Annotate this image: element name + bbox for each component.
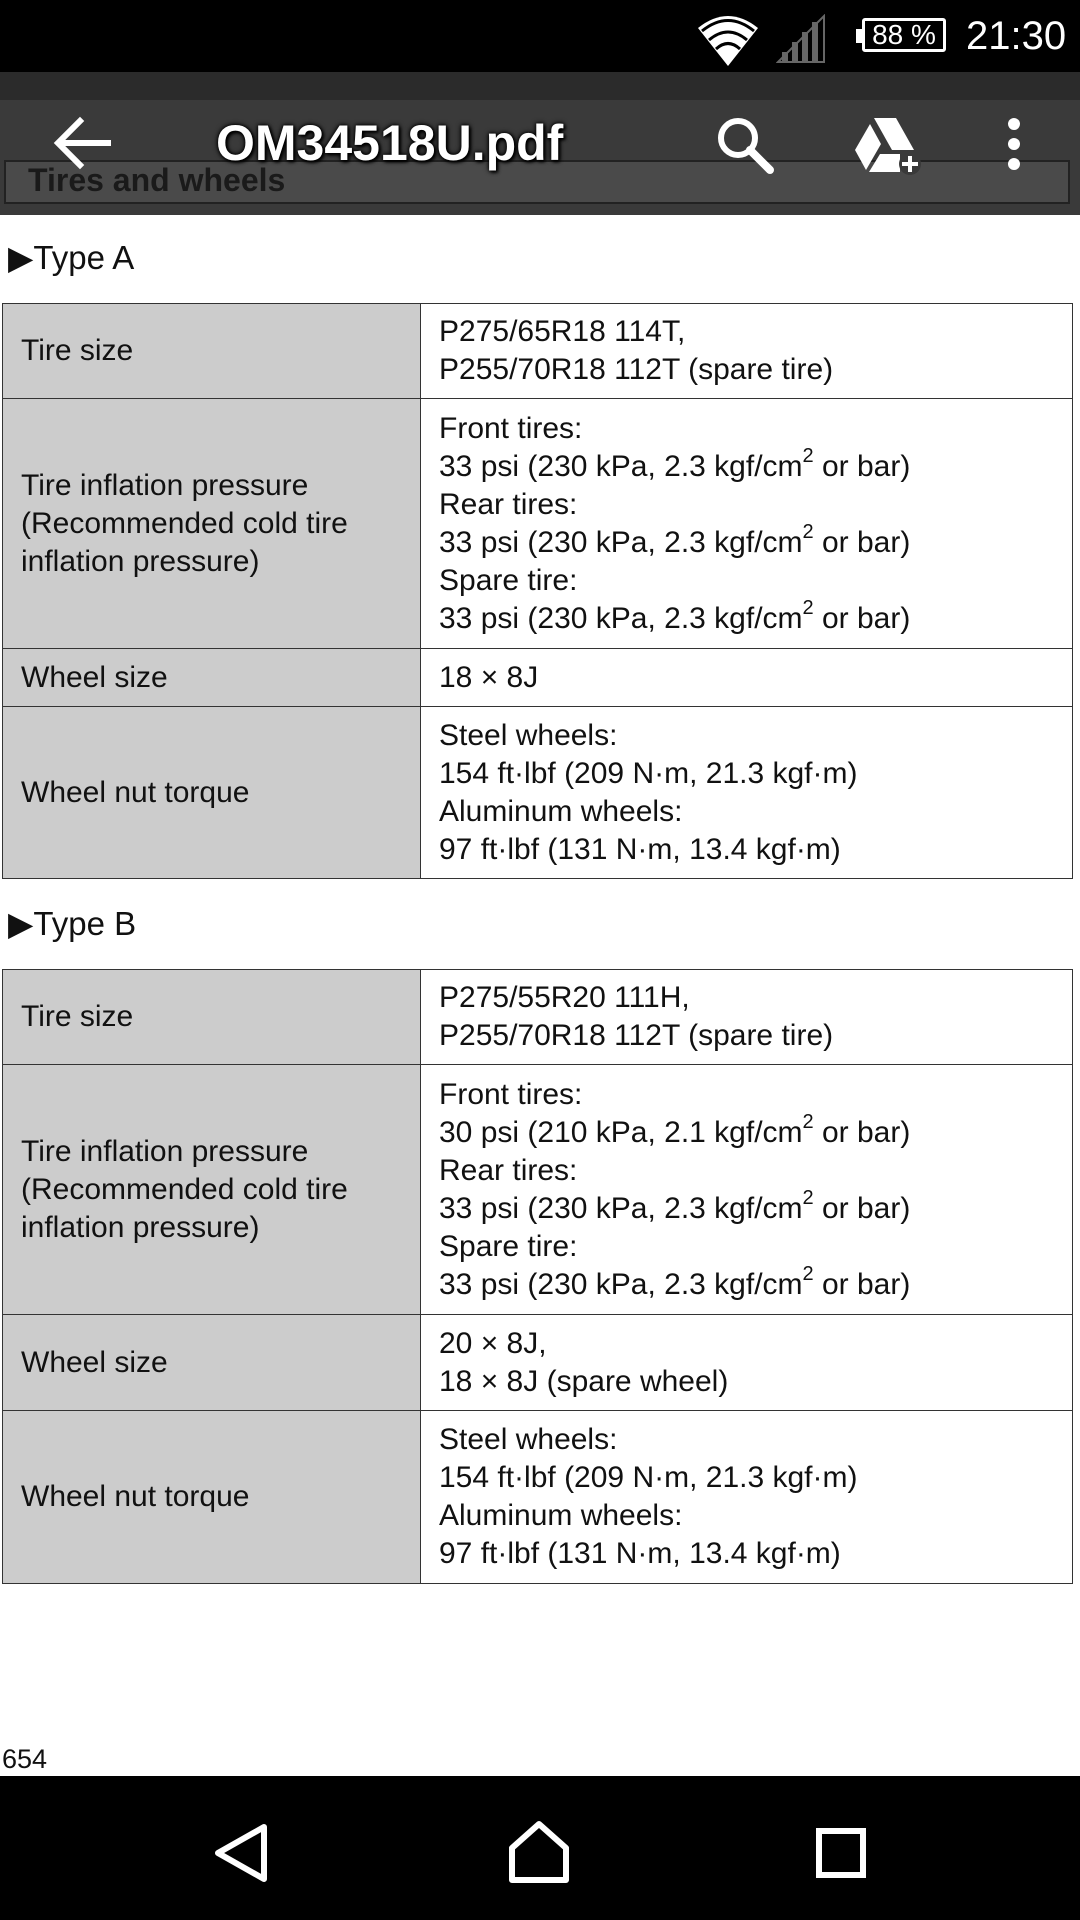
status-bar xyxy=(0,0,1080,72)
signal-icon xyxy=(776,14,826,64)
table-row xyxy=(3,399,1073,649)
clock: 21:30 xyxy=(966,14,1067,58)
section-heading: Tires and wheels xyxy=(28,162,286,198)
battery-level: 88 % xyxy=(872,19,936,50)
type-a-label: ▶Type A xyxy=(8,239,135,276)
table-row xyxy=(3,1065,1073,1315)
spec-table-type-b xyxy=(2,969,1073,1584)
table-row xyxy=(3,707,1073,879)
row-value: P275/65R18 114T, P255/70R18 112T (spare tire) xyxy=(421,304,1073,399)
row-label: Wheel nut torque xyxy=(3,707,421,879)
type-b-label: ▶Type B xyxy=(8,905,137,942)
row-label: Wheel size xyxy=(3,649,421,707)
spec-table-type-a xyxy=(2,303,1073,879)
battery-icon xyxy=(862,18,946,52)
more-vert-icon[interactable] xyxy=(994,114,1034,174)
nav-home-icon[interactable] xyxy=(508,1820,570,1884)
row-label: Wheel nut torque xyxy=(3,1411,421,1584)
row-value: Front tires: 33 psi (230 kPa, 2.3 kgf/$cm^2$ or bar) Rear tires: 33 psi (230 kPa, 2.3 kgf/$cm^2$ or bar) Spare tire: 33 psi (230 kPa, 2.3 kgf/$cm^2$ or bar) xyxy=(421,399,1073,649)
row-label: Tire size xyxy=(3,304,421,399)
row-label: Tire inflation pressure (Recommended cold tire inflation pressure) xyxy=(3,399,421,649)
app-bar-top-strip xyxy=(0,72,1080,100)
row-value: Steel wheels: 154 ft·lbf (209 N·m, 21.3 kgf·m) Aluminum wheels: 97 ft·lbf (131 N·m, 13.4 kgf·m) xyxy=(421,1411,1073,1584)
wifi-icon xyxy=(694,12,762,68)
table-row xyxy=(3,970,1073,1065)
row-label: Wheel size xyxy=(3,1315,421,1411)
drive-add-icon[interactable] xyxy=(852,116,924,178)
row-value: Steel wheels: 154 ft·lbf (209 N·m, 21.3 kgf·m) Aluminum wheels: 97 ft·lbf (131 N·m, 13.4 kgf·m) xyxy=(421,707,1073,879)
row-value: P275/55R20 111H, P255/70R18 112T (spare tire) xyxy=(421,970,1073,1065)
row-value: 20 × 8J, 18 × 8J (spare wheel) xyxy=(421,1315,1073,1411)
nav-back-icon[interactable] xyxy=(212,1822,272,1884)
table-row xyxy=(3,649,1073,707)
back-arrow-icon[interactable] xyxy=(52,115,112,171)
table-row xyxy=(3,1315,1073,1411)
nav-recents-icon[interactable] xyxy=(816,1828,866,1878)
row-label: Tire size xyxy=(3,970,421,1065)
table-row xyxy=(3,1411,1073,1584)
row-value: Front tires: 30 psi (210 kPa, 2.1 kgf/$cm^2$ or bar) Rear tires: 33 psi (230 kPa, 2.3 kgf/$cm^2$ or bar) Spare tire: 33 psi (230 kPa, 2.3 kgf/$cm^2$ or bar) xyxy=(421,1065,1073,1315)
page-number: 654 xyxy=(2,1744,48,1774)
table-row xyxy=(3,304,1073,399)
document-title: OM34518U.pdf xyxy=(216,115,564,171)
row-value: 18 × 8J xyxy=(421,649,1073,707)
search-icon[interactable] xyxy=(712,112,776,176)
row-label: Tire inflation pressure (Recommended cold tire inflation pressure) xyxy=(3,1065,421,1315)
